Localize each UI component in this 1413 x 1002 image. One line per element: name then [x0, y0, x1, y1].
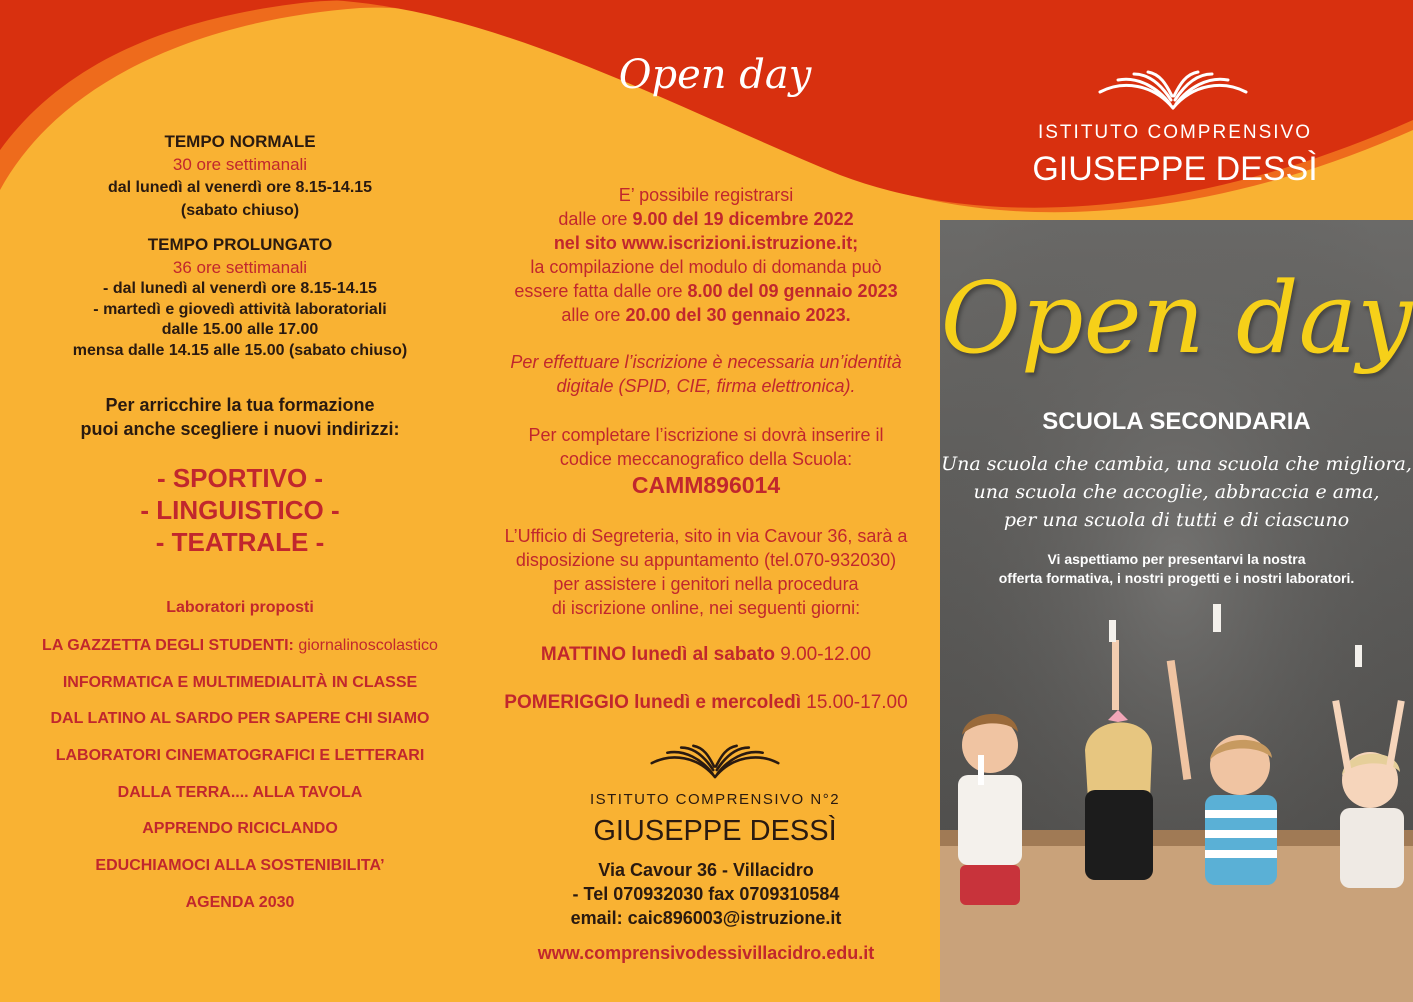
address: Via Cavour 36 - Villacidro	[598, 860, 814, 880]
mattino-hours: MATTINO lunedì al sabato 9.00-12.00	[540, 644, 872, 665]
invite: Vi aspettiamo per presentarvi la nostra offerta formativa, i nostri progetti e i nostri laboratori.	[998, 551, 1355, 586]
tempo-prolungato-title: TEMPO PROLUNGATO	[147, 235, 333, 254]
laboratorio-item: EDUCHIAMOCI ALLA SOSTENIBILITA’	[95, 857, 385, 874]
indirizzo-sportivo: - SPORTIVO -	[156, 463, 324, 493]
laboratorio-item: DAL LATINO AL SARDO PER SAPERE CHI SIAMO	[50, 710, 430, 727]
tempo-prolungato-hours: 36 ore settimanali	[172, 258, 308, 277]
footer-institute-line2: GIUSEPPE DESSÌ	[593, 815, 837, 847]
office-info: L’Ufficio di Segreteria, sito in via Cavour 36, sarà a disposizione su appuntamento (tel.070-932030) per assistere i genitori nella procedura di iscrizione online, nei seguenti giorni:	[504, 526, 908, 618]
tempo-normale-note: (sabato chiuso)	[180, 202, 300, 219]
open-day-title: Open day	[940, 262, 1413, 376]
indirizzo-teatrale: - TEATRALE -	[155, 527, 325, 557]
tempo-normale-days: dal lunedì al venerdì ore 8.15-14.15	[107, 179, 373, 196]
identity-info: Per effettuare l’iscrizione è necessaria un’identità digitale (SPID, CIE, firma elettronica).	[510, 352, 902, 396]
indirizzi-intro-2: puoi anche scegliere i nuovi indirizzi:	[80, 419, 400, 439]
laboratorio-item: APPRENDO RICICLANDO	[142, 820, 338, 837]
laboratorio-item: DALLA TERRA.... ALLA TAVOLA	[117, 784, 363, 801]
registration-info: E’ possibile registrarsi dalle ore 9.00 del 19 dicembre 2022 nel sito www.iscrizioni.istruzione.it; la compilazione del modulo di domanda può essere fatta dalle ore 8.00 del 09 gennaio 2023 alle ore 20.00 del 30 gennaio 2023.	[514, 185, 898, 325]
school-code: CAMM896014	[631, 472, 781, 498]
tempo-normale-title: TEMPO NORMALE	[164, 132, 316, 151]
tempo-prolungato-line1: - dal lunedì al venerdì ore 8.15-14.15	[103, 280, 377, 297]
laboratorio-item: LA GAZZETTA DEGLI STUDENTI: giornalinoscolastico	[42, 637, 438, 654]
motto: Una scuola che cambia, una scuola che migliora, una scuola che accoglie, abbraccia e ama, per una scuola di tutti e di ciascuno	[941, 453, 1412, 531]
code-info: Per completare l’iscrizione si dovrà inserire il codice meccanografico della Scuola:	[528, 425, 884, 469]
email[interactable]: email: caic896003@istruzione.it	[570, 908, 842, 928]
contact-info	[480, 858, 932, 930]
pomeriggio-hours: POMERIGGIO lunedì e mercoledì 15.00-17.00	[504, 692, 908, 713]
laboratori-title: Laboratori proposti	[166, 599, 314, 616]
footer-institute-line1: ISTITUTO COMPRENSIVO N°2	[589, 791, 841, 808]
indirizzi-intro-1: Per arricchire la tua formazione	[105, 395, 375, 415]
indirizzo-linguistico: - LINGUISTICO -	[140, 495, 340, 525]
header-institute-line2: GIUSEPPE DESSÌ	[1032, 150, 1318, 188]
header-institute-line1: ISTITUTO COMPRENSIVO	[1037, 122, 1312, 143]
tempo-normale-hours: 30 ore settimanali	[172, 155, 308, 174]
book-logo-icon	[650, 744, 780, 784]
website-link[interactable]: www.comprensivodessivillacidro.edu.it	[537, 943, 875, 963]
tempo-prolungato-line4: mensa dalle 14.15 alle 15.00 (sabato chiuso)	[72, 341, 408, 359]
scuola-secondaria: SCUOLA SECONDARIA	[1042, 408, 1311, 435]
phone-fax: - Tel 070932030 fax 0709310584	[572, 884, 840, 904]
tempo-prolungato-line2: - martedì e giovedì attività laboratoriali	[93, 300, 387, 318]
tempo-prolungato-line3: dalle 15.00 alle 17.00	[161, 321, 319, 338]
header-open-day-small: Open day	[618, 52, 812, 98]
laboratorio-item: INFORMATICA E MULTIMEDIALITÀ IN CLASSE	[62, 674, 418, 691]
laboratorio-item: LABORATORI CINEMATOGRAFICI E LETTERARI	[55, 747, 425, 764]
laboratorio-item: AGENDA 2030	[185, 894, 295, 911]
book-logo-icon	[1098, 70, 1248, 116]
